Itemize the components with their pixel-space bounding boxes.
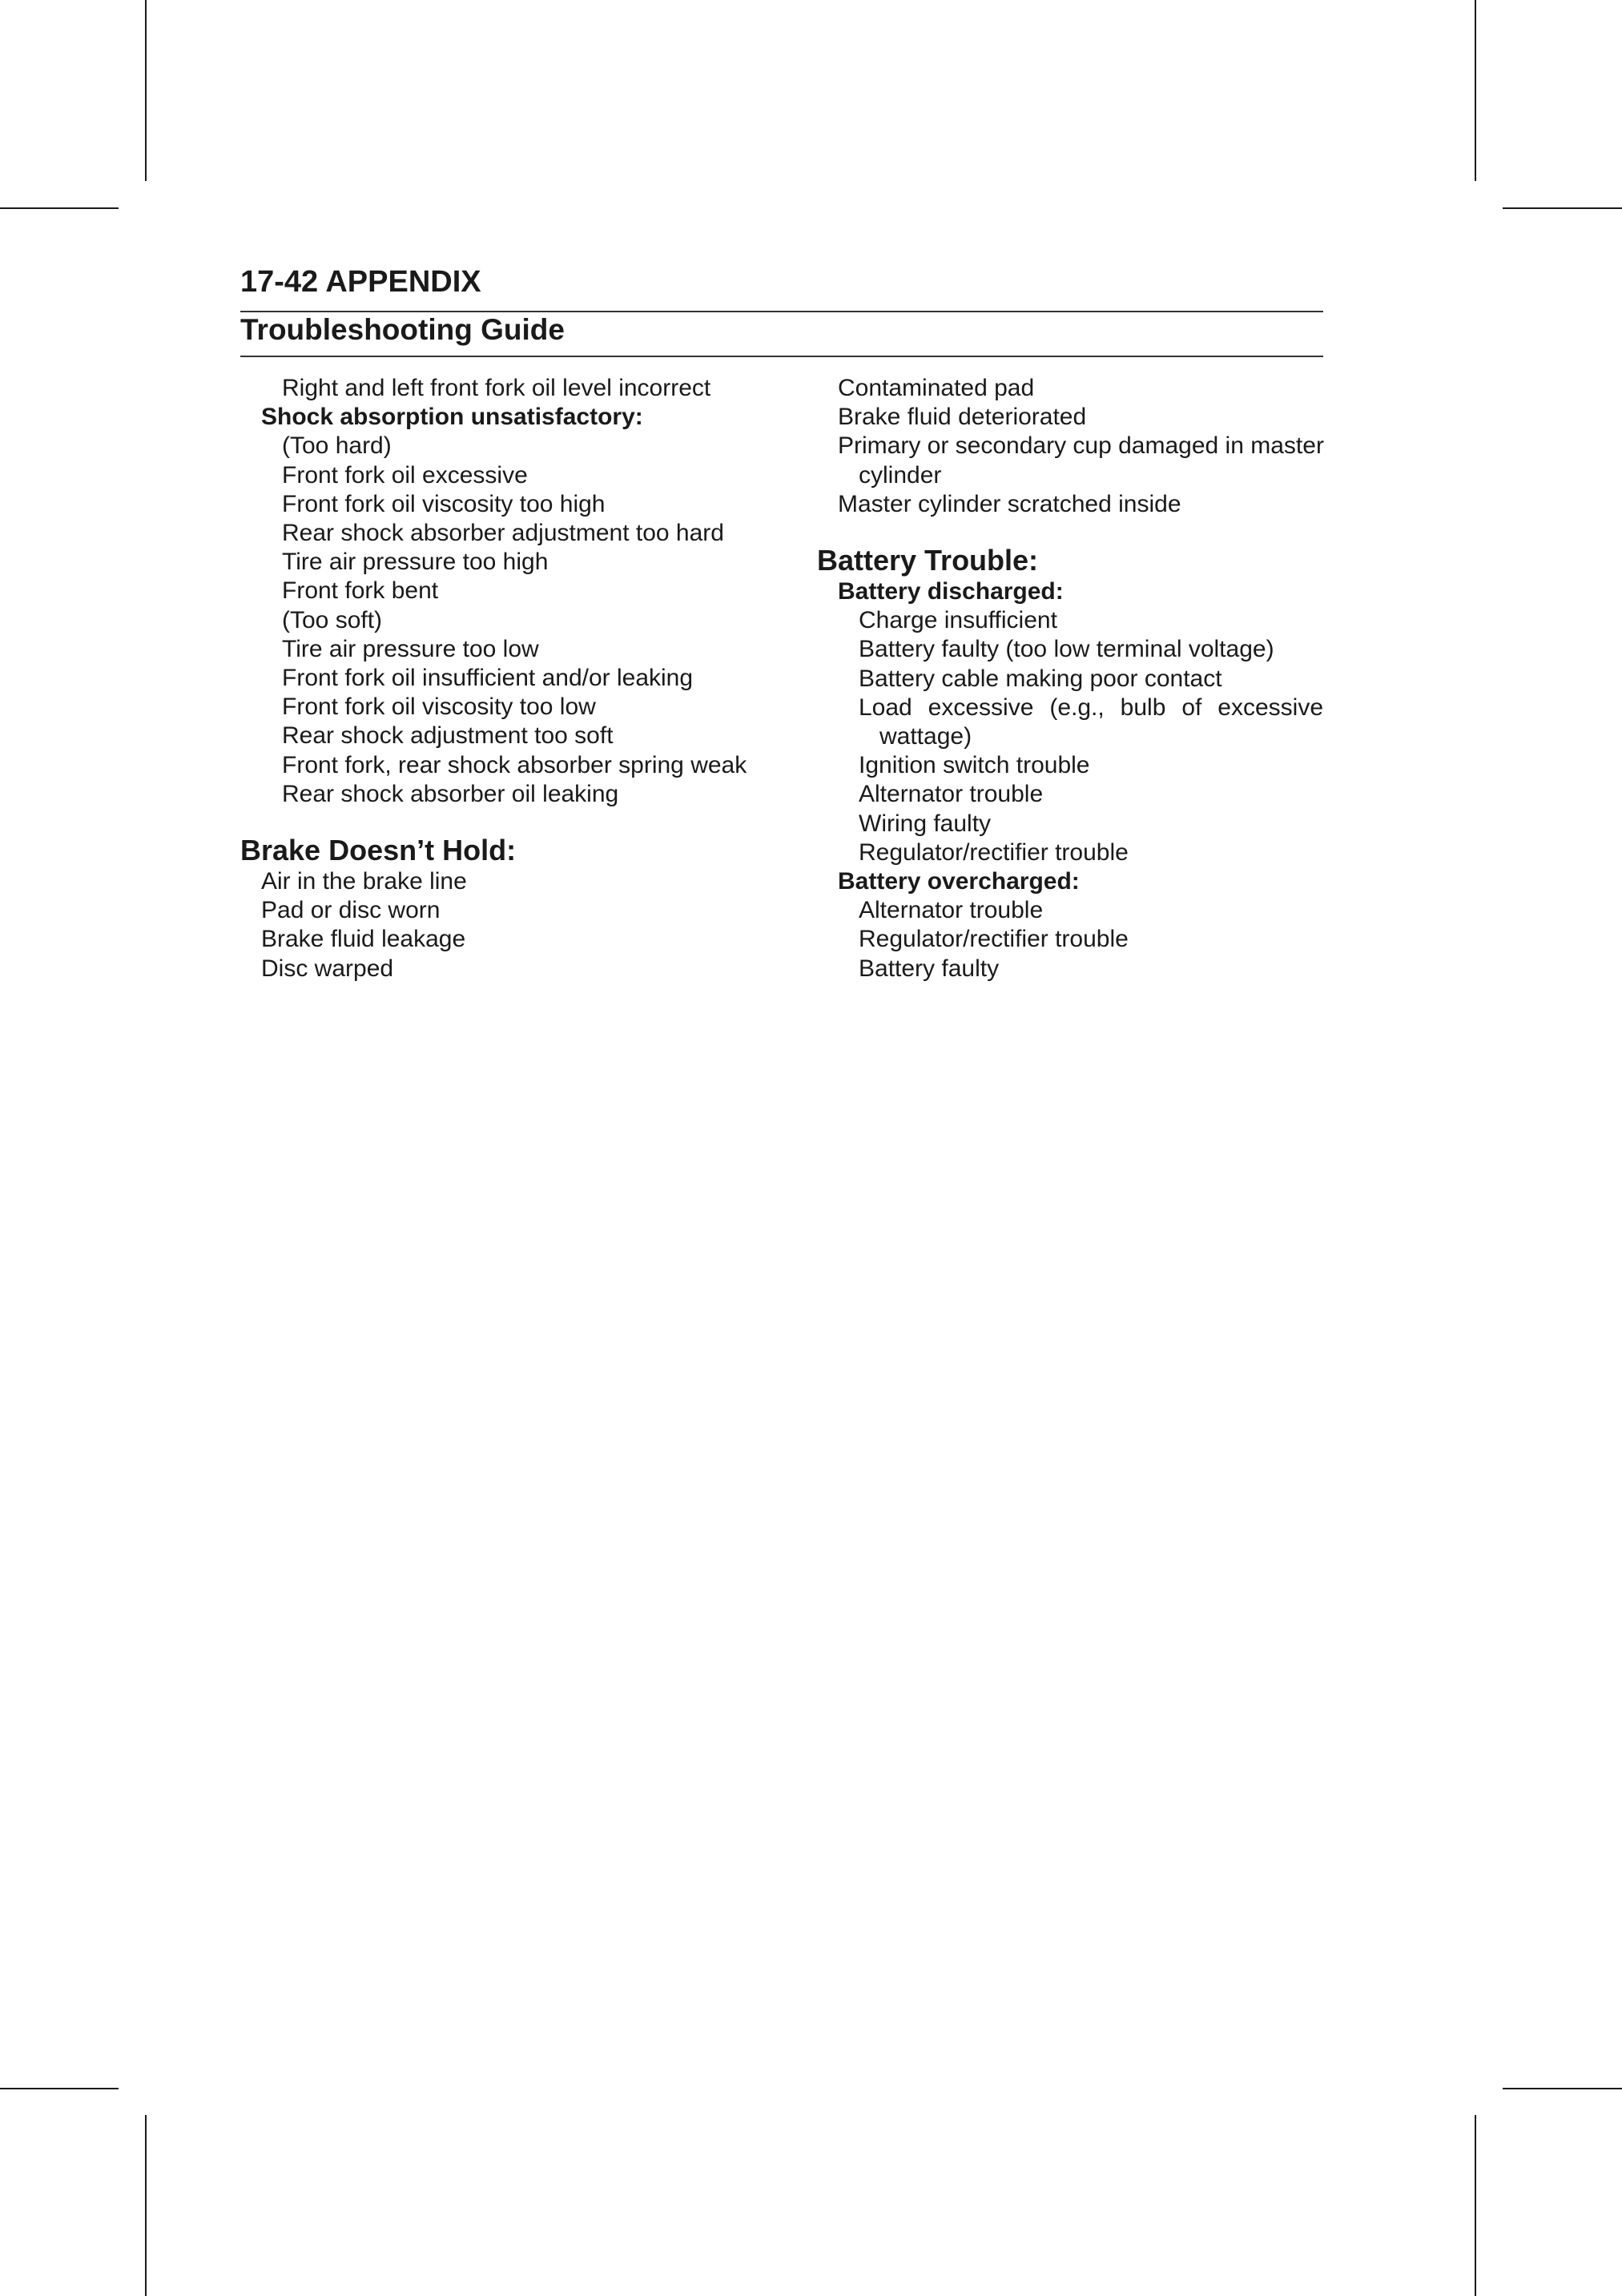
list-item: Tire air pressure too low [282,635,539,662]
list-item: Alternator trouble [859,897,1044,924]
list-item: Rear shock adjustment too soft [282,722,614,750]
list-item: Rear shock absorber adjustment too hard [282,520,724,547]
list-item: Battery cable making poor contact [859,665,1222,692]
list-item: Rear shock absorber oil leaking [282,780,619,807]
crop-mark-top-right-horizontal [1503,207,1622,209]
subheading-shock-absorption: Shock absorption unsatisfactory: [261,404,643,431]
list-item: Front fork oil viscosity too low [282,694,596,721]
crop-mark-bottom-left-vertical [145,2115,147,2296]
list-item: Brake fluid leakage [261,926,466,953]
list-item: Front fork bent [282,577,439,605]
list-item: Alternator trouble [859,781,1044,808]
right-column [817,374,1323,983]
crop-mark-bottom-right-horizontal [1503,2088,1622,2089]
list-item-continuation: cylinder [859,461,942,489]
crop-mark-top-right-vertical [1475,0,1476,181]
list-label-too-hard: (Too hard) [282,432,392,460]
heading-battery-trouble: Battery Trouble: [817,544,1039,577]
left-column [240,374,753,983]
list-item: Battery faulty (too low terminal voltage) [859,636,1274,663]
list-item: Right and left front fork oil level incorrect [282,375,711,401]
list-item: Battery faulty [859,955,1000,982]
list-item: Pad or disc worn [261,897,441,924]
list-item: Front fork oil viscosity too high [282,490,606,517]
crop-mark-top-left-vertical [145,0,147,181]
subheading-battery-overcharged: Battery overcharged: [838,868,1080,895]
list-item: Wiring faulty [859,810,992,837]
list-item: Tire air pressure too high [282,549,549,576]
list-item: Regulator/rectifier trouble [859,838,1129,866]
list-item: Master cylinder scratched inside [838,490,1181,517]
crop-mark-bottom-left-horizontal [0,2088,119,2089]
list-item: Load excessive (e.g., bulb of excessive [859,694,1323,721]
list-item: Charge insufficient [859,607,1057,634]
page-title: 17-42 APPENDIX [240,265,481,299]
list-item: Primary or secondary cup damaged in master [838,432,1324,460]
list-item: Air in the brake line [261,868,467,895]
section-title: Troubleshooting Guide [240,313,565,346]
list-item: Brake fluid deteriorated [838,404,1087,431]
list-item: Front fork, rear shock absorber spring weak [282,751,747,778]
crop-mark-top-left-horizontal [0,207,119,209]
list-label-too-soft: (Too soft) [282,606,383,633]
list-item: Disc warped [261,955,394,982]
list-item: Regulator/rectifier trouble [859,926,1129,953]
list-item: Front fork oil excessive [282,461,528,489]
list-item-continuation: wattage) [879,723,972,750]
heading-brake-doesnt-hold: Brake Doesn’t Hold: [240,834,517,867]
crop-mark-bottom-right-vertical [1475,2115,1476,2296]
section-rule [240,356,1323,357]
subheading-battery-discharged: Battery discharged: [838,578,1064,605]
list-item: Ignition switch trouble [859,752,1090,779]
list-item: Front fork oil insufficient and/or leaking [282,665,694,692]
list-item: Contaminated pad [838,375,1035,401]
